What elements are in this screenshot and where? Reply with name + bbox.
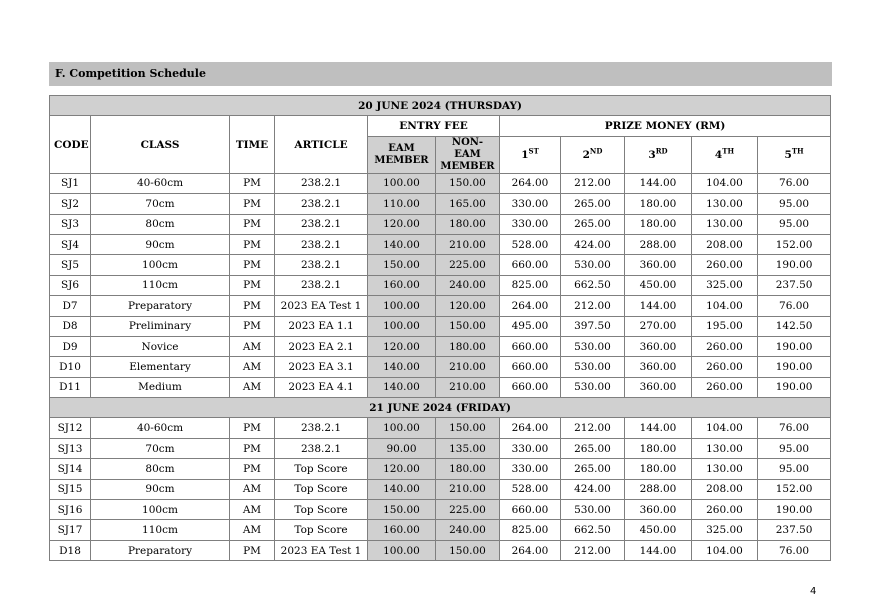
cell-non-eam-fee: 225.00 [436, 255, 500, 275]
cell-prize-1: 660.00 [500, 336, 561, 356]
cell-time: AM [230, 357, 275, 377]
header-class: CLASS [91, 116, 230, 173]
cell-prize-3: 144.00 [625, 540, 692, 560]
cell-prize-5: 237.50 [758, 520, 831, 540]
cell-non-eam-fee: 150.00 [436, 540, 500, 560]
cell-eam-fee: 100.00 [368, 418, 436, 438]
cell-prize-4: 130.00 [692, 194, 758, 214]
cell-time: PM [230, 255, 275, 275]
cell-prize-5: 95.00 [758, 438, 831, 458]
cell-time: PM [230, 173, 275, 193]
date-header-row [50, 398, 831, 418]
cell-prize-4: 104.00 [692, 173, 758, 193]
header-non-eam-member: NON-EAM MEMBER [436, 136, 500, 173]
table-row [50, 438, 831, 458]
table-row [50, 520, 831, 540]
cell-prize-2: 662.50 [561, 275, 625, 295]
cell-non-eam-fee: 150.00 [436, 418, 500, 438]
cell-article: Top Score [275, 520, 368, 540]
cell-non-eam-fee: 165.00 [436, 194, 500, 214]
cell-code: SJ5 [50, 255, 91, 275]
cell-prize-4: 208.00 [692, 234, 758, 254]
cell-eam-fee: 120.00 [368, 336, 436, 356]
cell-non-eam-fee: 210.00 [436, 357, 500, 377]
cell-eam-fee: 110.00 [368, 194, 436, 214]
cell-article: 2023 EA Test 1 [275, 540, 368, 560]
cell-prize-4: 104.00 [692, 418, 758, 438]
cell-code: SJ3 [50, 214, 91, 234]
cell-eam-fee: 160.00 [368, 275, 436, 295]
cell-prize-3: 144.00 [625, 418, 692, 438]
cell-non-eam-fee: 240.00 [436, 275, 500, 295]
cell-class: 70cm [91, 194, 230, 214]
cell-code: SJ14 [50, 459, 91, 479]
place-number: 1 [521, 148, 529, 161]
cell-class: 100cm [91, 255, 230, 275]
cell-class: 80cm [91, 459, 230, 479]
cell-eam-fee: 140.00 [368, 234, 436, 254]
place-number: 5 [784, 148, 792, 161]
cell-class: Preliminary [91, 316, 230, 336]
cell-prize-3: 144.00 [625, 173, 692, 193]
table-row [50, 214, 831, 234]
cell-eam-fee: 150.00 [368, 255, 436, 275]
place-suffix: RD [655, 146, 668, 156]
cell-prize-1: 528.00 [500, 479, 561, 499]
cell-non-eam-fee: 210.00 [436, 234, 500, 254]
cell-prize-1: 660.00 [500, 377, 561, 397]
cell-prize-4: 260.00 [692, 255, 758, 275]
cell-prize-1: 264.00 [500, 418, 561, 438]
cell-code: SJ15 [50, 479, 91, 499]
cell-prize-2: 212.00 [561, 296, 625, 316]
cell-time: AM [230, 377, 275, 397]
cell-prize-4: 260.00 [692, 336, 758, 356]
cell-prize-5: 190.00 [758, 255, 831, 275]
cell-prize-1: 495.00 [500, 316, 561, 336]
cell-code: SJ17 [50, 520, 91, 540]
header-code: CODE [50, 116, 91, 173]
cell-prize-1: 660.00 [500, 357, 561, 377]
cell-prize-2: 265.00 [561, 194, 625, 214]
cell-prize-1: 330.00 [500, 214, 561, 234]
header-eam-member: EAM MEMBER [368, 136, 436, 173]
cell-prize-4: 130.00 [692, 438, 758, 458]
cell-prize-2: 530.00 [561, 377, 625, 397]
header-time: TIME [230, 116, 275, 173]
table-row [50, 540, 831, 560]
cell-prize-2: 530.00 [561, 255, 625, 275]
cell-article: 2023 EA 4.1 [275, 377, 368, 397]
place-suffix: TH [722, 146, 735, 156]
table-row [50, 275, 831, 295]
cell-prize-3: 288.00 [625, 479, 692, 499]
table-row [50, 255, 831, 275]
cell-article: 2023 EA 2.1 [275, 336, 368, 356]
cell-time: PM [230, 296, 275, 316]
cell-prize-1: 825.00 [500, 275, 561, 295]
cell-class: 100cm [91, 500, 230, 520]
cell-prize-3: 360.00 [625, 377, 692, 397]
cell-prize-3: 360.00 [625, 336, 692, 356]
cell-non-eam-fee: 150.00 [436, 173, 500, 193]
cell-prize-4: 104.00 [692, 296, 758, 316]
cell-non-eam-fee: 180.00 [436, 336, 500, 356]
cell-non-eam-fee: 120.00 [436, 296, 500, 316]
cell-non-eam-fee: 210.00 [436, 479, 500, 499]
cell-class: Preparatory [91, 296, 230, 316]
cell-code: SJ6 [50, 275, 91, 295]
cell-prize-1: 264.00 [500, 173, 561, 193]
cell-prize-2: 265.00 [561, 459, 625, 479]
cell-non-eam-fee: 240.00 [436, 520, 500, 540]
cell-code: SJ16 [50, 500, 91, 520]
cell-class: Novice [91, 336, 230, 356]
cell-class: 110cm [91, 520, 230, 540]
header-prize-money: PRIZE MONEY (RM) [500, 116, 831, 136]
cell-prize-4: 208.00 [692, 479, 758, 499]
cell-time: PM [230, 540, 275, 560]
cell-prize-1: 528.00 [500, 234, 561, 254]
cell-article: 238.2.1 [275, 418, 368, 438]
cell-prize-4: 260.00 [692, 377, 758, 397]
table-row [50, 173, 831, 193]
cell-time: AM [230, 500, 275, 520]
cell-article: 238.2.1 [275, 173, 368, 193]
cell-time: PM [230, 194, 275, 214]
cell-article: Top Score [275, 479, 368, 499]
cell-eam-fee: 100.00 [368, 173, 436, 193]
cell-prize-4: 325.00 [692, 275, 758, 295]
cell-non-eam-fee: 210.00 [436, 377, 500, 397]
cell-code: SJ1 [50, 173, 91, 193]
cell-code: D7 [50, 296, 91, 316]
cell-time: PM [230, 316, 275, 336]
table-row [50, 234, 831, 254]
cell-eam-fee: 160.00 [368, 520, 436, 540]
cell-prize-1: 264.00 [500, 296, 561, 316]
cell-article: 238.2.1 [275, 214, 368, 234]
cell-article: 2023 EA 3.1 [275, 357, 368, 377]
cell-prize-3: 450.00 [625, 275, 692, 295]
cell-code: SJ13 [50, 438, 91, 458]
cell-class: Elementary [91, 357, 230, 377]
cell-prize-1: 660.00 [500, 500, 561, 520]
cell-prize-5: 237.50 [758, 275, 831, 295]
table-row [50, 479, 831, 499]
cell-prize-5: 190.00 [758, 357, 831, 377]
cell-prize-5: 142.50 [758, 316, 831, 336]
place-suffix: ND [589, 146, 603, 156]
cell-prize-1: 660.00 [500, 255, 561, 275]
header-article: ARTICLE [275, 116, 368, 173]
cell-prize-2: 265.00 [561, 438, 625, 458]
cell-prize-2: 265.00 [561, 214, 625, 234]
cell-article: 2023 EA Test 1 [275, 296, 368, 316]
cell-non-eam-fee: 180.00 [436, 214, 500, 234]
cell-code: D10 [50, 357, 91, 377]
cell-class: 110cm [91, 275, 230, 295]
cell-article: 2023 EA 1.1 [275, 316, 368, 336]
cell-code: SJ2 [50, 194, 91, 214]
cell-time: PM [230, 234, 275, 254]
cell-prize-1: 330.00 [500, 459, 561, 479]
place-number: 3 [648, 148, 656, 161]
section-title: F. Competition Schedule [49, 62, 832, 86]
cell-prize-4: 195.00 [692, 316, 758, 336]
competition-schedule-table [49, 95, 831, 561]
cell-prize-5: 190.00 [758, 500, 831, 520]
cell-article: 238.2.1 [275, 255, 368, 275]
cell-prize-2: 397.50 [561, 316, 625, 336]
cell-class: 70cm [91, 438, 230, 458]
cell-prize-5: 76.00 [758, 173, 831, 193]
cell-time: PM [230, 418, 275, 438]
cell-time: PM [230, 438, 275, 458]
cell-class: 40-60cm [91, 418, 230, 438]
cell-prize-3: 360.00 [625, 357, 692, 377]
cell-prize-4: 325.00 [692, 520, 758, 540]
cell-prize-5: 76.00 [758, 296, 831, 316]
cell-eam-fee: 100.00 [368, 296, 436, 316]
cell-article: 238.2.1 [275, 438, 368, 458]
page-number: 4 [810, 586, 817, 597]
cell-time: AM [230, 520, 275, 540]
cell-prize-5: 95.00 [758, 459, 831, 479]
cell-non-eam-fee: 180.00 [436, 459, 500, 479]
table-row [50, 459, 831, 479]
cell-prize-4: 130.00 [692, 459, 758, 479]
cell-prize-5: 76.00 [758, 540, 831, 560]
cell-non-eam-fee: 135.00 [436, 438, 500, 458]
cell-class: 80cm [91, 214, 230, 234]
cell-class: 40-60cm [91, 173, 230, 193]
header-place-5 [758, 136, 831, 173]
table-row [50, 336, 831, 356]
cell-code: D11 [50, 377, 91, 397]
cell-class: Medium [91, 377, 230, 397]
place-number: 2 [582, 148, 590, 161]
cell-code: D8 [50, 316, 91, 336]
cell-eam-fee: 140.00 [368, 377, 436, 397]
cell-class: 90cm [91, 479, 230, 499]
cell-time: PM [230, 214, 275, 234]
cell-prize-4: 260.00 [692, 500, 758, 520]
table-row [50, 377, 831, 397]
cell-prize-5: 95.00 [758, 194, 831, 214]
cell-time: PM [230, 275, 275, 295]
cell-prize-2: 212.00 [561, 540, 625, 560]
cell-article: 238.2.1 [275, 275, 368, 295]
cell-prize-4: 260.00 [692, 357, 758, 377]
cell-non-eam-fee: 150.00 [436, 316, 500, 336]
table-row [50, 296, 831, 316]
cell-prize-1: 825.00 [500, 520, 561, 540]
cell-code: D18 [50, 540, 91, 560]
cell-eam-fee: 100.00 [368, 316, 436, 336]
header-place-1 [500, 136, 561, 173]
cell-prize-2: 530.00 [561, 336, 625, 356]
cell-eam-fee: 90.00 [368, 438, 436, 458]
cell-prize-3: 144.00 [625, 296, 692, 316]
cell-class: 90cm [91, 234, 230, 254]
cell-prize-3: 270.00 [625, 316, 692, 336]
cell-eam-fee: 120.00 [368, 214, 436, 234]
cell-eam-fee: 120.00 [368, 459, 436, 479]
date-header-row [50, 96, 831, 116]
cell-prize-5: 190.00 [758, 377, 831, 397]
cell-code: SJ12 [50, 418, 91, 438]
cell-article: Top Score [275, 459, 368, 479]
cell-code: SJ4 [50, 234, 91, 254]
cell-time: PM [230, 459, 275, 479]
date-label: 20 JUNE 2024 (THURSDAY) [50, 96, 831, 116]
cell-article: Top Score [275, 500, 368, 520]
place-suffix: ST [528, 146, 539, 156]
header-place-3 [625, 136, 692, 173]
cell-class: Preparatory [91, 540, 230, 560]
column-header-row [50, 116, 831, 136]
header-entry-fee: ENTRY FEE [368, 116, 500, 136]
header-place-2 [561, 136, 625, 173]
cell-prize-3: 360.00 [625, 500, 692, 520]
cell-eam-fee: 140.00 [368, 479, 436, 499]
cell-prize-2: 424.00 [561, 479, 625, 499]
cell-prize-3: 180.00 [625, 438, 692, 458]
cell-prize-2: 212.00 [561, 173, 625, 193]
table-body [50, 96, 831, 561]
table-row [50, 500, 831, 520]
table-row [50, 418, 831, 438]
cell-article: 238.2.1 [275, 194, 368, 214]
cell-non-eam-fee: 225.00 [436, 500, 500, 520]
cell-prize-2: 662.50 [561, 520, 625, 540]
cell-eam-fee: 140.00 [368, 357, 436, 377]
table-row [50, 357, 831, 377]
cell-code: D9 [50, 336, 91, 356]
cell-eam-fee: 150.00 [368, 500, 436, 520]
cell-prize-3: 288.00 [625, 234, 692, 254]
cell-eam-fee: 100.00 [368, 540, 436, 560]
cell-time: AM [230, 479, 275, 499]
cell-prize-2: 530.00 [561, 500, 625, 520]
cell-prize-3: 450.00 [625, 520, 692, 540]
header-place-4 [692, 136, 758, 173]
cell-prize-3: 180.00 [625, 194, 692, 214]
cell-prize-5: 152.00 [758, 234, 831, 254]
cell-prize-3: 180.00 [625, 459, 692, 479]
cell-prize-5: 76.00 [758, 418, 831, 438]
cell-prize-3: 360.00 [625, 255, 692, 275]
cell-prize-5: 152.00 [758, 479, 831, 499]
cell-prize-2: 424.00 [561, 234, 625, 254]
cell-prize-2: 530.00 [561, 357, 625, 377]
cell-prize-5: 95.00 [758, 214, 831, 234]
cell-prize-5: 190.00 [758, 336, 831, 356]
cell-prize-1: 330.00 [500, 438, 561, 458]
cell-prize-1: 330.00 [500, 194, 561, 214]
cell-prize-1: 264.00 [500, 540, 561, 560]
cell-prize-3: 180.00 [625, 214, 692, 234]
table-row [50, 316, 831, 336]
cell-article: 238.2.1 [275, 234, 368, 254]
date-label: 21 JUNE 2024 (FRIDAY) [50, 398, 831, 418]
cell-prize-4: 104.00 [692, 540, 758, 560]
table-row [50, 194, 831, 214]
cell-prize-4: 130.00 [692, 214, 758, 234]
cell-time: AM [230, 336, 275, 356]
place-number: 4 [714, 148, 723, 161]
cell-prize-2: 212.00 [561, 418, 625, 438]
place-suffix: TH [791, 146, 804, 156]
